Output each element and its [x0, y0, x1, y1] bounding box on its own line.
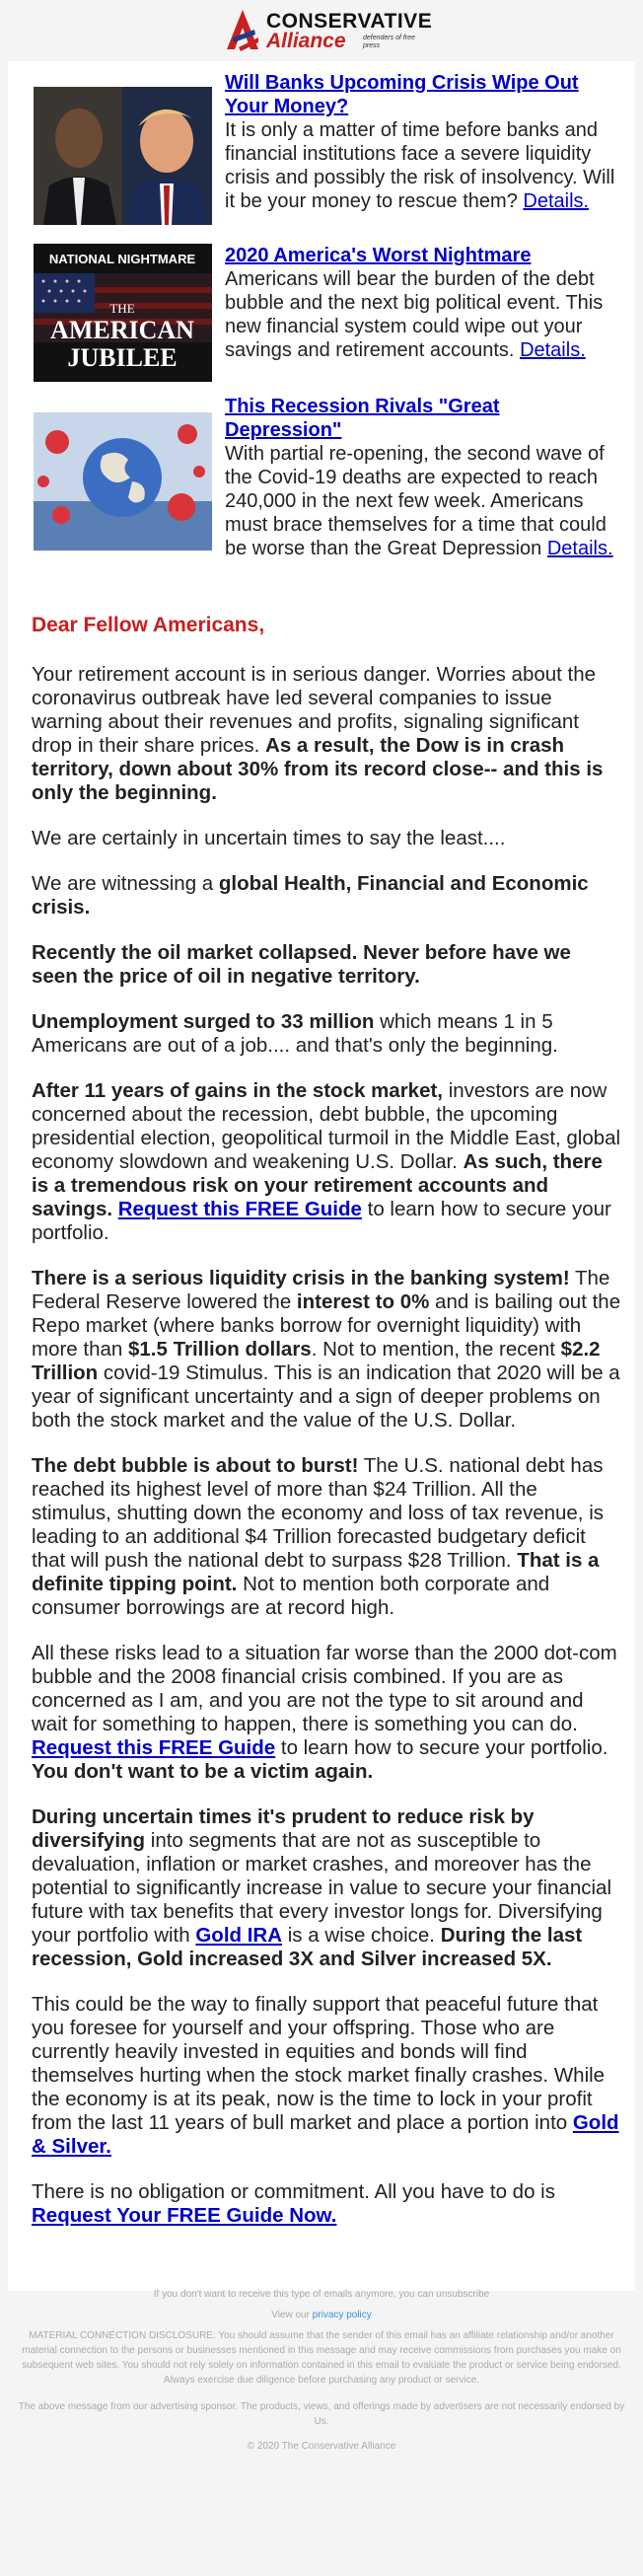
story-2-body: Americans will bear the burden of the debt bubble and the next big political event. This new financial system could wipe out your savings and retirement accounts. [225, 268, 604, 361]
story-3-details-link[interactable]: Details. [546, 538, 613, 559]
letter-paragraph-7 [32, 1267, 621, 1433]
p7-text-d: and is bailing out the Repo market (where banks borrow for overnight liquidity) with more than [32, 1290, 621, 1361]
american-jubilee-cover-icon [34, 244, 212, 382]
p3-text: We are witnessing a [32, 872, 219, 895]
story-3-text [225, 395, 619, 560]
letter-paragraph-3 [32, 872, 621, 920]
p1-bold: As a result, the Dow is in crash territory, down about 30% from its record close-- and this is only the beginning. [32, 734, 604, 804]
p9-text-a: All these risks lead to a situation far worse than the 2000 dot-com bubble and the 2008 financial crisis combined. If you are as concerned as I am, and you are not the type to sit around and wait for something to happen, there is something you can do. [32, 1642, 617, 1735]
footer-copyright: © 2020 The Conservative Alliance [247, 2441, 396, 2452]
letter-paragraph-5 [32, 1010, 621, 1058]
cover-american: AMERICAN [50, 316, 194, 344]
p8-bold-a: The debt bubble is about to burst! [32, 1454, 359, 1477]
letter-paragraph-11 [32, 1993, 621, 2159]
letter-paragraph-12 [32, 2180, 621, 2228]
story-2 [34, 244, 615, 392]
gold-ira-link[interactable]: Gold IRA [195, 1924, 283, 1947]
free-guide-cta-link[interactable]: Request Your FREE Guide Now. [32, 2204, 337, 2227]
p7-bold-e: $1.5 Trillion dollars [128, 1338, 312, 1361]
story-2-details-link[interactable]: Details. [520, 339, 586, 361]
letter-greeting: Dear Fellow Americans, [32, 614, 265, 636]
leaders-photo-icon [34, 87, 212, 225]
brand-logo[interactable] [225, 8, 433, 53]
footer-privacy-line [0, 2308, 643, 2322]
p6-text-d: to learn how to secure your portfolio. [32, 1198, 611, 1244]
letter-body [32, 614, 621, 2249]
free-guide-link-2[interactable]: Request this FREE Guide [32, 1736, 276, 1759]
p9-bold-c: You don't want to be a victim again. [32, 1760, 374, 1783]
story-3-body: With partial re-opening, the second wave of the Covid-19 deaths are expected to reach 240,000 in the next few week. Americans must brace themselves for a time that could be worse than the Great Depression [225, 443, 607, 559]
story-3-title-link[interactable]: This Recession Rivals "Great Depression" [225, 396, 500, 441]
p11-text-a: This could be the way to finally support that peaceful future that you foresee for yourself and your offspring. Those who are currently heavily invested in equities and bonds will find themselves hurting when the stock market finally crashes. While the economy is at its peak, now is the time to lock in your profit from the last 11 years of bull market and place a portion into [32, 1993, 606, 2134]
story-1-body: It is only a matter of time before banks and financial institutions face a severe liquidity crisis and possibly the risk of insolvency. Will it be your money to rescue them? [225, 119, 615, 212]
p7-text-f: . Not to mention, the recent [311, 1338, 561, 1361]
footer-advertiser-note: The above message from our advertising sponsor. The products, views, and offerings made by advertisers are not necessarily endorsed by Us. [18, 2401, 625, 2427]
story-1-details-link[interactable]: Details. [523, 190, 590, 212]
p8-text-d: Not to mention both corporate and consumer borrowings are at record high. [32, 1573, 550, 1619]
p4-bold: Recently the oil market collapsed. Never before have we seen the price of oil in negative territory. [32, 941, 571, 988]
letter-paragraph-8 [32, 1454, 621, 1620]
letter-paragraph-4 [32, 941, 621, 989]
cover-headline: NATIONAL NIGHTMARE [48, 252, 196, 266]
story-2-title-link[interactable]: 2020 America's Worst Nightmare [225, 245, 532, 266]
header [0, 0, 643, 61]
cover-the: THE [109, 301, 135, 316]
p6-bold-c: As such, there is a tremendous risk on your retirement accounts and savings. [32, 1150, 603, 1220]
p1-text: Your retirement account is in serious danger. Worries about the coronavirus outbreak have led several companies to issue warning about their revenues and profits, signaling significant drop in their share prices. [32, 663, 597, 757]
letter-paragraph-1 [32, 663, 621, 805]
story-1-image[interactable] [34, 87, 212, 225]
story-3-image[interactable] [34, 412, 212, 551]
p6-bold-a: After 11 years of gains in the stock market, [32, 1079, 443, 1102]
letter-paragraph-9 [32, 1642, 621, 1784]
p7-bold-c: interest to 0% [296, 1290, 430, 1313]
p10-text-c: is a wise choice. [282, 1924, 441, 1947]
p7-bold-a: There is a serious liquidity crisis in the banking system! [32, 1267, 570, 1289]
letter-paragraph-2: We are certainly in uncertain times to say the least.... [32, 827, 506, 849]
email-card [8, 61, 635, 2291]
p5-bold: Unemployment surged to 33 million [32, 1010, 375, 1033]
story-2-image[interactable] [34, 244, 212, 382]
p7-text-h: covid-19 Stimulus. This is an indication that 2020 will be a year of significant uncertainty and a sign of deeper problems on both the stock market and the value of the U.S. Dollar. [32, 1362, 620, 1432]
p5-text: which means 1 in 5 Americans are out of a job.... and that's only the beginning. [32, 1010, 558, 1057]
footer-view-our: View our [271, 2310, 313, 2320]
p6-text: investors are now concerned about the recession, debt bubble, the upcoming presidential election, geopolitical turmoil in the Middle East, global economy slowdown and weakening U.S. Dollar. [32, 1079, 621, 1173]
globe-virus-icon [34, 412, 212, 551]
story-1 [34, 71, 615, 219]
p12-text-a: There is no obligation or commitment. All you have to do is [32, 2180, 555, 2203]
letter-paragraph-10 [32, 1805, 621, 1971]
p8-text-b: The U.S. national debt has reached its highest level of more than $24 Trillion. All the stimulus, shutting down the economy and loss of tax revenue, is leading to an additional $4 Trillion forecasted budgetary deficit that will push the national debt to surpass $28 Trillion. [32, 1454, 605, 1572]
p8-bold-c: That is a definite tipping point. [32, 1549, 600, 1595]
alliance-a-icon [225, 8, 260, 51]
brand-tagline: defenders of free press [363, 35, 415, 49]
p9-text-b: to learn how to secure your portfolio. [275, 1736, 608, 1759]
story-3 [34, 395, 615, 592]
story-1-title-link[interactable]: Will Banks Upcoming Crisis Wipe Out Your Money? [225, 72, 579, 117]
story-1-text [225, 71, 619, 213]
letter-paragraph-6 [32, 1079, 621, 1245]
p3-bold: global Health, Financial and Economic crisis. [32, 872, 589, 919]
footer-disclosure: MATERIAL CONNECTION DISCLOSURE: You should assume that the sender of this email has an affiliate relationship and/or another material connection to the persons or businesses mentioned in this message and may receive commissions from purchases you make on subsequent web sites. You should not rely solely on information contained in this email to evaluate the product or service being endorsed. Always exercise due diligence before purchasing any product or service. [22, 2330, 621, 2386]
story-2-text [225, 244, 619, 362]
privacy-policy-link[interactable]: privacy policy [312, 2310, 372, 2320]
p10-bold-a: During uncertain times it's prudent to reduce risk by diversifying [32, 1805, 535, 1852]
brand-name-top: CONSERVATIVE [266, 10, 433, 33]
gold-silver-link[interactable]: Gold & Silver. [32, 2111, 619, 2158]
p7-text-b: The Federal Reserve lowered the [32, 1267, 610, 1313]
free-guide-link-1[interactable]: Request this FREE Guide [117, 1198, 362, 1220]
cover-jubilee: JUBILEE [67, 343, 178, 372]
footer-unsubscribe[interactable]: If you don't want to receive this type of emails anymore, you can unsubscribe [153, 2289, 490, 2300]
brand-name-bottom: Alliance [266, 30, 346, 52]
footer [0, 2287, 643, 2460]
p7-bold-g: $2.2 Trillion [32, 1338, 601, 1384]
p10-text-b: into segments that are not as susceptible to devaluation, inflation or market crashes, and moreover has the potential to significantly increase in value to secure your financial future with tax benefits that every investor longs for. Diversifying your portfolio with [32, 1829, 611, 1947]
p10-bold-d: During the last recession, Gold increased 3X and Silver increased 5X. [32, 1924, 583, 1970]
